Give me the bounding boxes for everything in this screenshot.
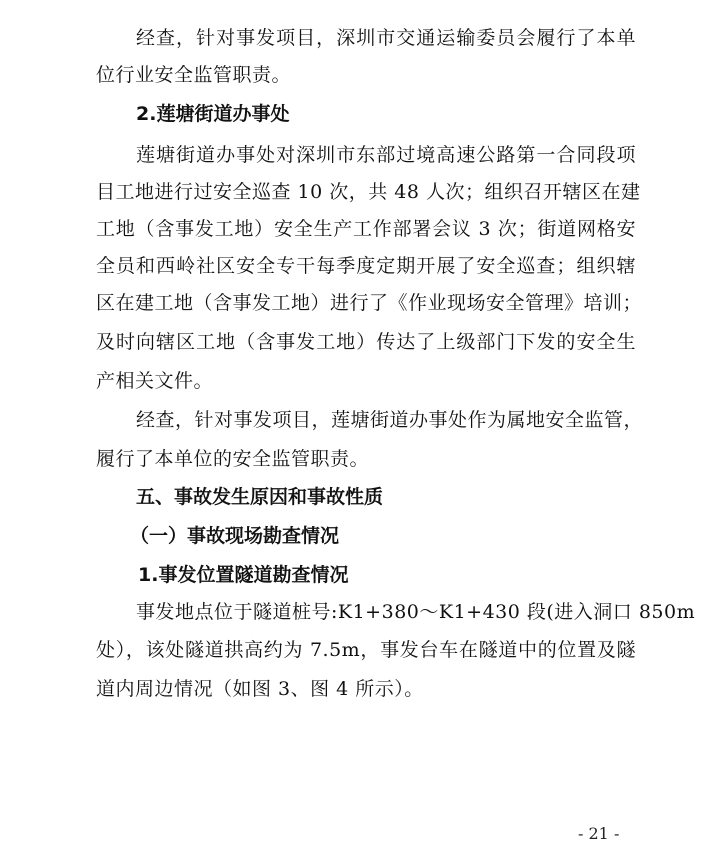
page-number: - 21 - xyxy=(578,824,620,843)
paragraph-line: 工地（含事发工地）安全生产工作部署会议 3 次；街道网格安 xyxy=(96,218,636,240)
section-heading: 五、事故发生原因和事故性质 xyxy=(136,486,384,508)
paragraph-line: 目工地进行过安全巡查 10 次，共 48 人次；组织召开辖区在建 xyxy=(96,181,641,203)
paragraph-line: 区在建工地（含事发工地）进行了《作业现场安全管理》培训； xyxy=(96,292,643,314)
paragraph-line: 及时向辖区工地（含事发工地）传达了上级部门下发的安全生 xyxy=(96,331,636,353)
paragraph-line: 位行业安全监管职责。 xyxy=(96,64,292,86)
paragraph-line: 经查，针对事发项目，莲塘街道办事处作为属地安全监管， xyxy=(136,409,644,431)
paragraph-line: 产相关文件。 xyxy=(96,370,214,392)
paragraph-line: 道内周边情况（如图 3、图 4 所示）。 xyxy=(96,678,424,700)
paragraph-line: 履行了本单位的安全监管职责。 xyxy=(96,448,370,470)
item-heading: 1.事发位置隧道勘查情况 xyxy=(138,564,349,586)
paragraph-line: 处），该处隧道拱高约为 7.5m，事发台车在隧道中的位置及隧 xyxy=(96,639,636,661)
paragraph-line: 全员和西岭社区安全专干每季度定期开展了安全巡查；组织辖 xyxy=(96,255,636,277)
paragraph-line: 事发地点位于隧道桩号:K1+380～K1+430 段(进入洞口 850m xyxy=(136,601,696,623)
subsection-heading: （一）事故现场勘查情况 xyxy=(130,525,340,547)
paragraph-line: 经查，针对事发项目，深圳市交通运输委员会履行了本单 xyxy=(136,27,636,49)
section-heading: 2.莲塘街道办事处 xyxy=(136,103,290,125)
paragraph-line: 莲塘街道办事处对深圳市东部过境高速公路第一合同段项 xyxy=(136,144,636,166)
